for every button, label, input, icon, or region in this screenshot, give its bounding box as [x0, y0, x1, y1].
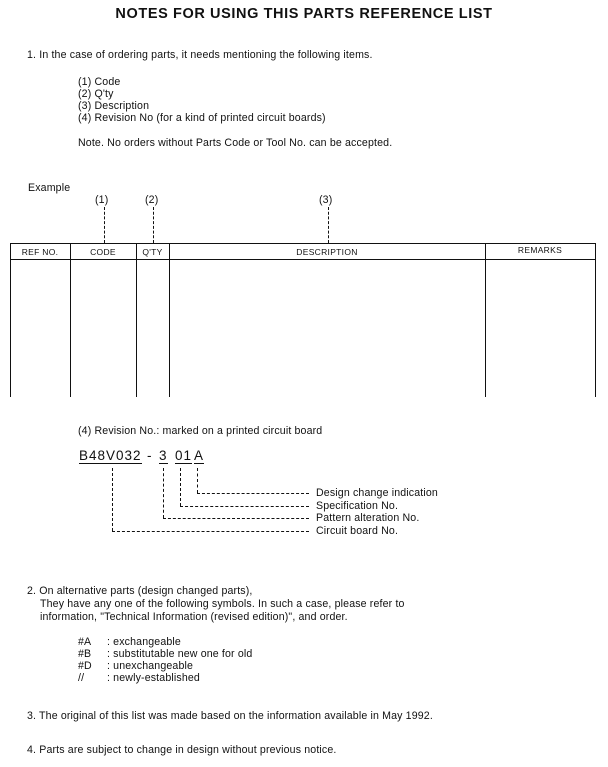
note3: 3. The original of this list was made based on the information available in May 1992. [27, 710, 433, 722]
column-header-ref-no: REF NO. [21, 247, 59, 257]
symbol-desc: : unexchangeable [107, 660, 194, 672]
leader-pattern-v [163, 468, 164, 518]
marker-description-leader [328, 207, 329, 243]
leader-spec-v [180, 468, 181, 506]
note2-line: information, "Technical Information (revised edition)", and order. [40, 611, 348, 623]
marker-qty: (2) [145, 194, 159, 206]
pn-spec: 01 [175, 448, 193, 463]
pn-separator: - [147, 448, 153, 463]
table-header-rule [10, 259, 596, 260]
leader-design-h [197, 493, 309, 494]
legend-design-change: Design change indication [316, 487, 438, 499]
table-col-rule [136, 243, 137, 397]
marker-description: (3) [319, 194, 333, 206]
column-header-qty: Q'TY [142, 247, 163, 257]
note1-order-note: Note. No orders without Parts Code or Tool No. can be accepted. [78, 137, 393, 149]
legend-pattern: Pattern alteration No. [316, 512, 420, 524]
note2-line: 2. On alternative parts (design changed parts), [27, 585, 253, 597]
page-title: NOTES FOR USING THIS PARTS REFERENCE LIST [115, 6, 493, 22]
legend-circuit-board: Circuit board No. [316, 525, 399, 537]
leader-design-v [197, 468, 198, 493]
symbol-code: #B [78, 648, 92, 660]
table-col-rule [70, 243, 71, 397]
marker-qty-leader [153, 207, 154, 243]
note1-item-code: (1) Code [78, 76, 121, 88]
pn-pattern: 3 [159, 448, 168, 463]
leader-spec-h [180, 506, 309, 507]
note2-line: They have any one of the following symbols. In such a case, please refer to [40, 598, 405, 610]
table-col-rule [169, 243, 170, 397]
note1-item-revision: (4) Revision No (for a kind of printed circuit boards) [78, 112, 326, 124]
table-col-rule [485, 243, 486, 397]
revision-number [79, 448, 219, 466]
table-top-rule [10, 243, 596, 244]
symbol-desc: : newly-established [107, 672, 200, 684]
pn-board: B48V032 [79, 448, 142, 463]
note1-item-description: (3) Description [78, 100, 150, 112]
table-col-rule [10, 243, 11, 397]
symbol-desc: : substitutable new one for old [107, 648, 253, 660]
symbol-code: #D [78, 660, 92, 672]
revision-caption: (4) Revision No.: marked on a printed circuit board [78, 425, 323, 437]
symbol-code: // [78, 672, 85, 684]
leader-board-h [112, 531, 309, 532]
column-header-code: CODE [90, 247, 116, 257]
symbol-desc: : exchangeable [107, 636, 181, 648]
symbol-code: #A [78, 636, 92, 648]
note1-item-qty: (2) Q'ty [78, 88, 114, 100]
column-header-remarks: REMARKS [517, 245, 563, 255]
marker-code: (1) [95, 194, 109, 206]
note1-intro: 1. In the case of ordering parts, it needs mentioning the following items. [27, 49, 373, 61]
table-col-rule [595, 243, 596, 397]
pn-design: A [194, 448, 205, 463]
example-label: Example [28, 182, 71, 194]
leader-pattern-h [163, 518, 309, 519]
column-header-description: DESCRIPTION [296, 247, 358, 257]
marker-code-leader [104, 207, 105, 243]
note4: 4. Parts are subject to change in design without previous notice. [27, 744, 337, 756]
leader-board-v [112, 468, 113, 531]
legend-specification: Specification No. [316, 500, 399, 512]
